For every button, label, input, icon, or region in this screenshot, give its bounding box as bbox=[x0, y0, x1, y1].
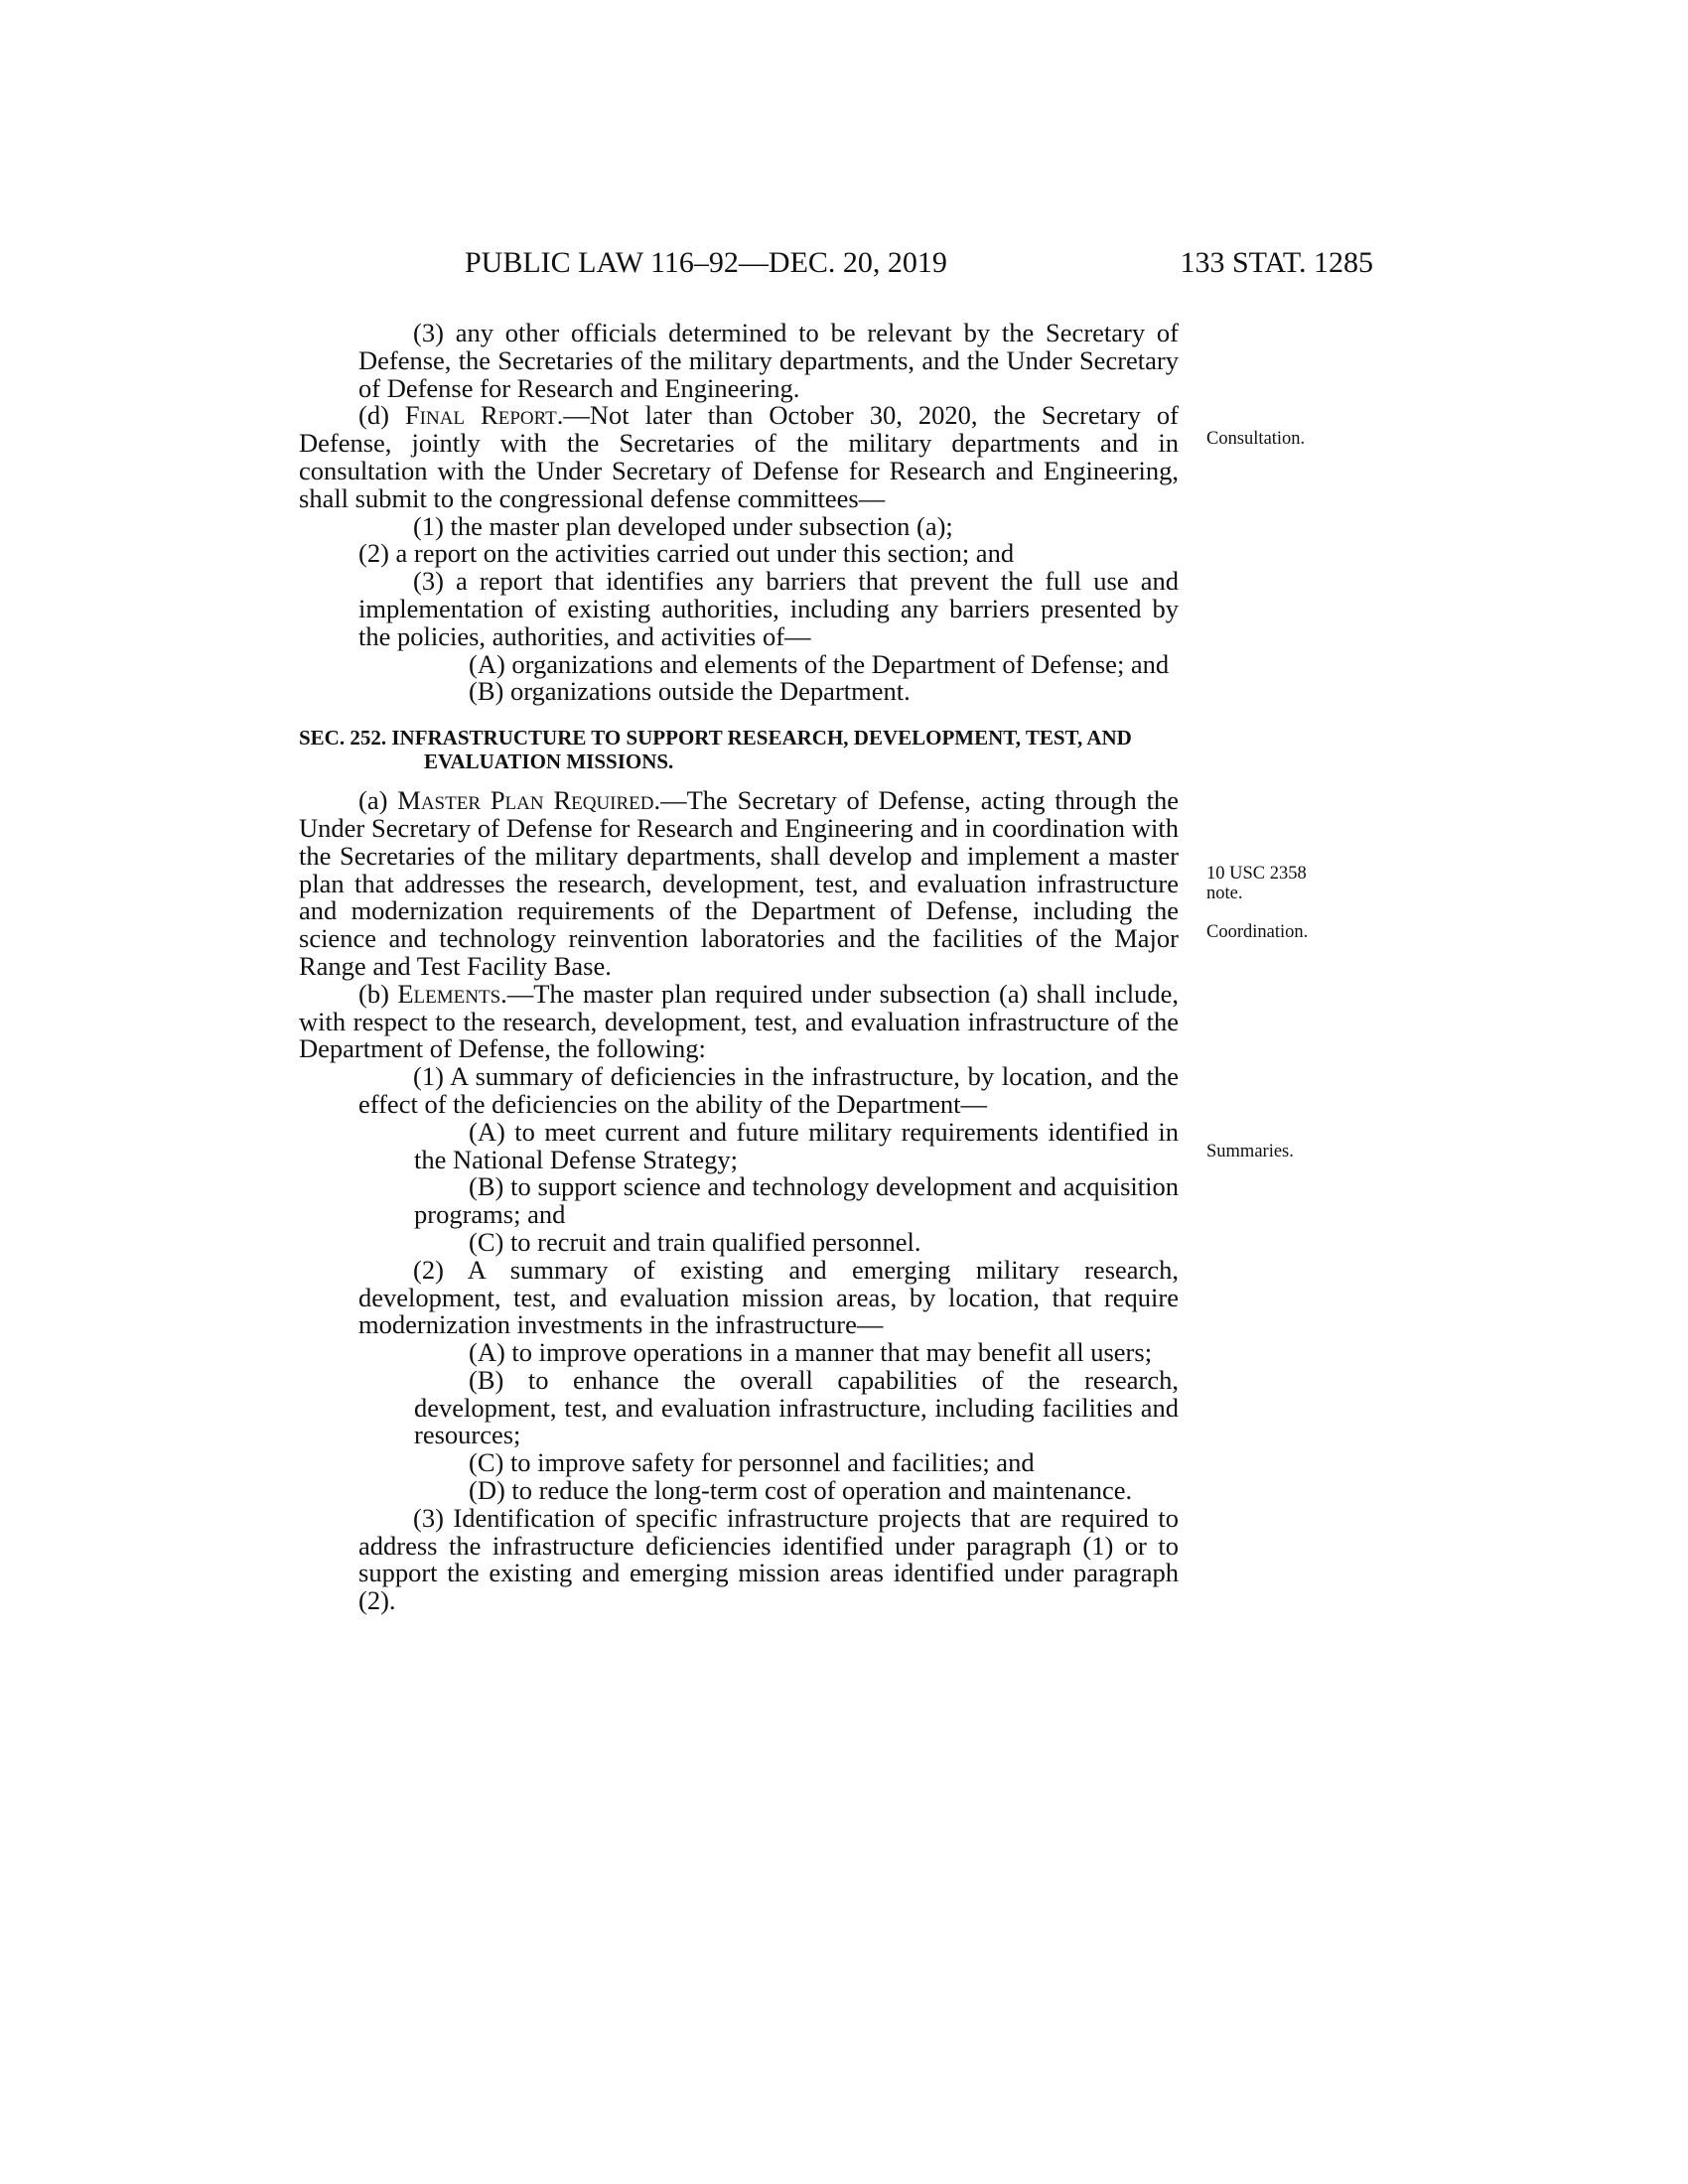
subsection-b bbox=[299, 978, 1179, 1064]
page-header-title: PUBLIC LAW 116–92—DEC. 20, 2019 bbox=[465, 246, 947, 279]
page-header-stat: 133 STAT. 1285 bbox=[1180, 246, 1373, 279]
margin-note-usc-citation: 10 USC 2358 bbox=[1206, 864, 1307, 884]
subsection-d bbox=[299, 402, 1179, 512]
paragraph-d2: (2) a report on the activities carried out under this section; and bbox=[358, 538, 1015, 569]
subsection-b-text: .—The master plan required under subsection (a) shall include, with respect to the research, development, test, and evaluation infrastructure of the Department of Defense, the following: bbox=[299, 978, 1179, 1064]
subsection-b-heading: Elements bbox=[397, 978, 501, 1009]
subsection-b-label: (b) bbox=[358, 978, 398, 1009]
subsection-d-heading: Final Report bbox=[404, 400, 557, 431]
paragraph-b2D: (D) to reduce the long-term cost of operation and maintenance. bbox=[469, 1475, 1133, 1506]
margin-note-summaries: Summaries. bbox=[1206, 1142, 1294, 1161]
paragraph-b1A: (A) to meet current and future military requirements identified in the National Defense Strategy; bbox=[414, 1116, 1179, 1174]
paragraph-b2B: (B) to enhance the overall capabilities of the research, development, test, and evaluation infrastructure, including facilities and resources; bbox=[414, 1364, 1179, 1450]
margin-note-usc bbox=[1206, 864, 1307, 903]
paragraph-d3A: (A) organizations and elements of the Department of Defense; and bbox=[469, 648, 1170, 679]
paragraph-c3: (3) any other officials determined to be relevant by the Secretary of Defense, the Secretaries of the military departments, and the Under Secretary of Defense for Research and Engineering. bbox=[358, 318, 1179, 403]
margin-note-coordination: Coordination. bbox=[1206, 922, 1309, 942]
paragraph-d3B: (B) organizations outside the Department. bbox=[469, 676, 911, 707]
subsection-d-label: (d) bbox=[358, 400, 405, 431]
paragraph-b3: (3) Identification of specific infrastructure projects that are required to address the infrastructure deficiencies identified under paragraph (1) or to support the existing and emerging mission areas identified under paragraph (2). bbox=[358, 1502, 1179, 1616]
paragraph-b2A: (A) to improve operations in a manner that may benefit all users; bbox=[469, 1337, 1153, 1368]
margin-note-consultation: Consultation. bbox=[1206, 429, 1306, 449]
paragraph-b2C: (C) to improve safety for personnel and facilities; and bbox=[469, 1447, 1035, 1478]
section-252-heading: SEC. 252. INFRASTRUCTURE TO SUPPORT RESEARCH, DEVELOPMENT, TEST, AND EVALUATION MISSIONS. bbox=[299, 726, 1132, 774]
document-body bbox=[299, 320, 1179, 1615]
paragraph-d1: (1) the master plan developed under subsection (a); bbox=[413, 510, 953, 541]
margin-note-usc-note: note. bbox=[1206, 884, 1243, 903]
paragraph-d3: (3) a report that identifies any barriers that prevent the full use and implementation of existing authorities, including any barriers presented by the policies, authorities, and activities of— bbox=[358, 566, 1179, 651]
subsection-a-text: .—The Secretary of Defense, acting through the Under Secretary of Defense for Research and Engineering and in coordination with the Secretaries of the military departments, shall develop and implement a master plan that addresses the research, development, test, and evaluation infrastructure and modernization requirements of the Department of Defense, including the science and technology reinvention laboratories and the facilities of the Major Range and Test Facility Base. bbox=[299, 785, 1179, 981]
paragraph-b1: (1) A summary of deficiencies in the infrastructure, by location, and the effect of the deficiencies on the ability of the Department— bbox=[358, 1061, 1179, 1119]
subsection-d-text: .—Not later than October 30, 2020, the Secretary of Defense, jointly with the Secretaries of the military departments and in consultation with the Under Secretary of Defense for Research and Engineering, shall submit to the congressional defense committees— bbox=[299, 400, 1180, 513]
subsection-a-label: (a) bbox=[358, 785, 398, 816]
subsection-a bbox=[299, 787, 1179, 981]
paragraph-b2: (2) A summary of existing and emerging military research, development, test, and evaluation mission areas, by location, that require modernization investments in the infrastructure— bbox=[358, 1254, 1179, 1340]
page-header bbox=[465, 246, 1373, 290]
subsection-a-heading: Master Plan Required bbox=[397, 785, 654, 816]
paragraph-b1B: (B) to support science and technology development and acquisition programs; and bbox=[414, 1171, 1179, 1230]
paragraph-b1C: (C) to recruit and train qualified personnel. bbox=[469, 1226, 921, 1257]
